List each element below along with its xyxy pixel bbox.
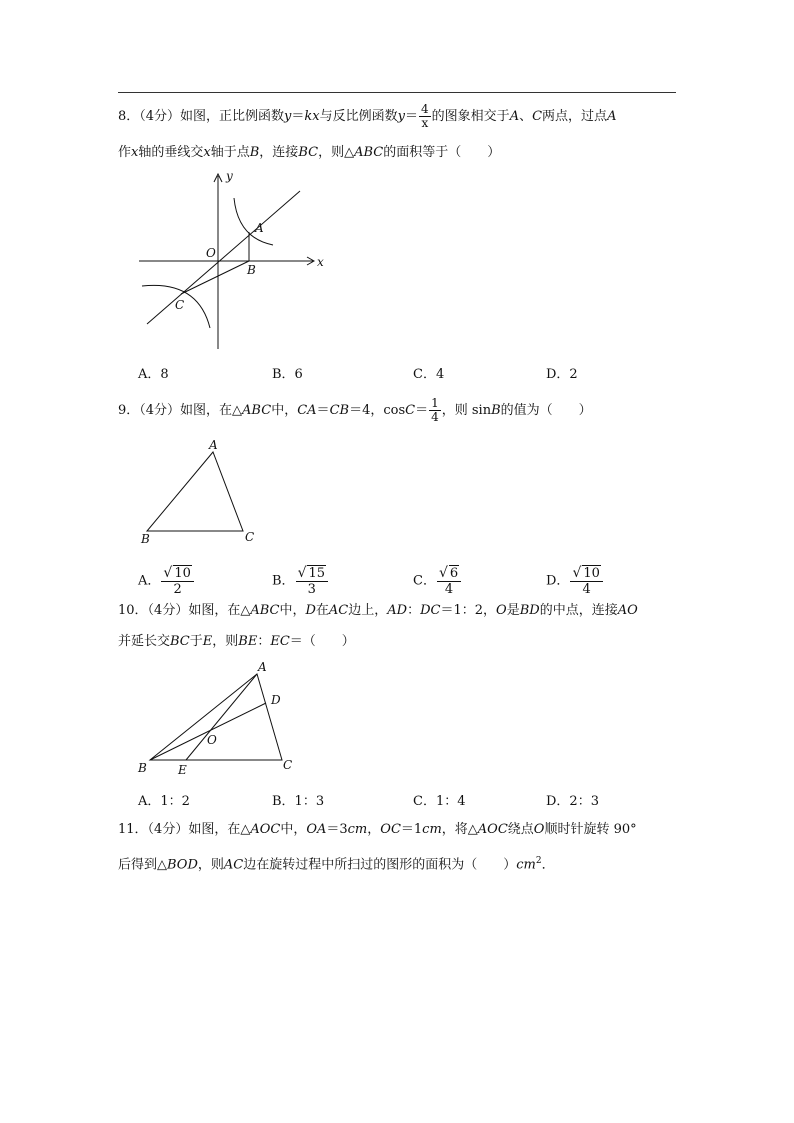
hyperbola-branch-1 bbox=[234, 198, 273, 245]
triangle-ABC bbox=[147, 452, 243, 531]
q9-figure bbox=[135, 438, 265, 548]
label-C: C bbox=[245, 530, 255, 544]
q9-line1: 9．（4分）如图，在△ABC中，CA＝CB＝4，cosC＝ $\frac{1}{4}$ ，则 sinB的值为（ ） bbox=[118, 396, 592, 424]
q8-option-b[interactable]: B．6 bbox=[272, 367, 303, 382]
segment-BD bbox=[150, 703, 266, 760]
label-x: x bbox=[317, 255, 324, 269]
label-D: D bbox=[271, 693, 281, 707]
line-y-kx bbox=[147, 191, 300, 324]
label-A: A bbox=[255, 221, 264, 235]
q10-option-c[interactable]: C．1：4 bbox=[413, 794, 466, 809]
q9-option-d[interactable]: D． $\frac{√ 10}{4}$ bbox=[546, 565, 604, 597]
q11-line2: 后得到△BOD，则AC边在旋转过程中所扫过的图形的面积为（ ）$cm^2$． bbox=[118, 856, 555, 873]
segment-AE bbox=[186, 674, 257, 760]
segment-BC bbox=[181, 261, 249, 294]
q9-option-c[interactable]: C． $\frac{√ 6}{4}$ bbox=[413, 565, 462, 597]
q10-line1: 10．（4分）如图，在△ABC中，D在AC边上，AD：DC＝1：2，O是BD的中点，连接AO bbox=[118, 603, 638, 618]
q8-line2: 作x轴的垂线交x轴于点B，连接BC，则△ABC的面积等于（ ） bbox=[118, 145, 501, 160]
header-rule bbox=[118, 92, 676, 93]
q8-option-d[interactable]: D．2 bbox=[546, 367, 578, 382]
q8-options bbox=[138, 363, 678, 385]
label-B: B bbox=[141, 532, 150, 546]
label-E: E bbox=[178, 763, 187, 777]
q10-option-a[interactable]: A．1：2 bbox=[138, 794, 190, 809]
label-B: B bbox=[247, 263, 256, 277]
q9-option-b[interactable]: B． $\frac{√ 15}{3}$ bbox=[272, 565, 329, 597]
label-A: A bbox=[258, 660, 267, 674]
triangle-ABC bbox=[150, 674, 282, 760]
label-C: C bbox=[175, 298, 185, 312]
label-O: O bbox=[206, 246, 216, 260]
q8-figure bbox=[130, 168, 350, 353]
q9-fraction: $\frac{1}{4}$ bbox=[431, 396, 439, 424]
label-O: O bbox=[207, 733, 217, 747]
label-A: A bbox=[209, 438, 218, 452]
q10-figure bbox=[132, 658, 302, 780]
q10-options bbox=[138, 790, 678, 812]
label-B: B bbox=[138, 761, 147, 775]
q11-line1: 11．（4分）如图，在△AOC中，OA＝3cm，OC＝1cm，将△AOC绕点O顺时针旋转 90° bbox=[118, 822, 637, 837]
label-y: y bbox=[226, 169, 233, 183]
q8-line1: 8．（4分）如图，正比例函数y＝kx与反比例函数y＝ $\frac{4}{x}$ 的图象相交于A、C两点，过点A bbox=[118, 102, 617, 130]
q9-option-a[interactable]: A． $\frac{√ 10}{2}$ bbox=[138, 565, 195, 597]
label-C: C bbox=[283, 758, 293, 772]
q10-option-d[interactable]: D．2：3 bbox=[546, 794, 599, 809]
q10-line2: 并延长交BC于E，则BE：EC＝（ ） bbox=[118, 634, 355, 649]
q8-option-a[interactable]: A．8 bbox=[138, 367, 169, 382]
q10-option-b[interactable]: B．1：3 bbox=[272, 794, 325, 809]
q9-options bbox=[138, 556, 678, 597]
q8-fraction: $\frac{4}{x}$ bbox=[421, 102, 429, 130]
q8-option-c[interactable]: C．4 bbox=[413, 367, 445, 382]
